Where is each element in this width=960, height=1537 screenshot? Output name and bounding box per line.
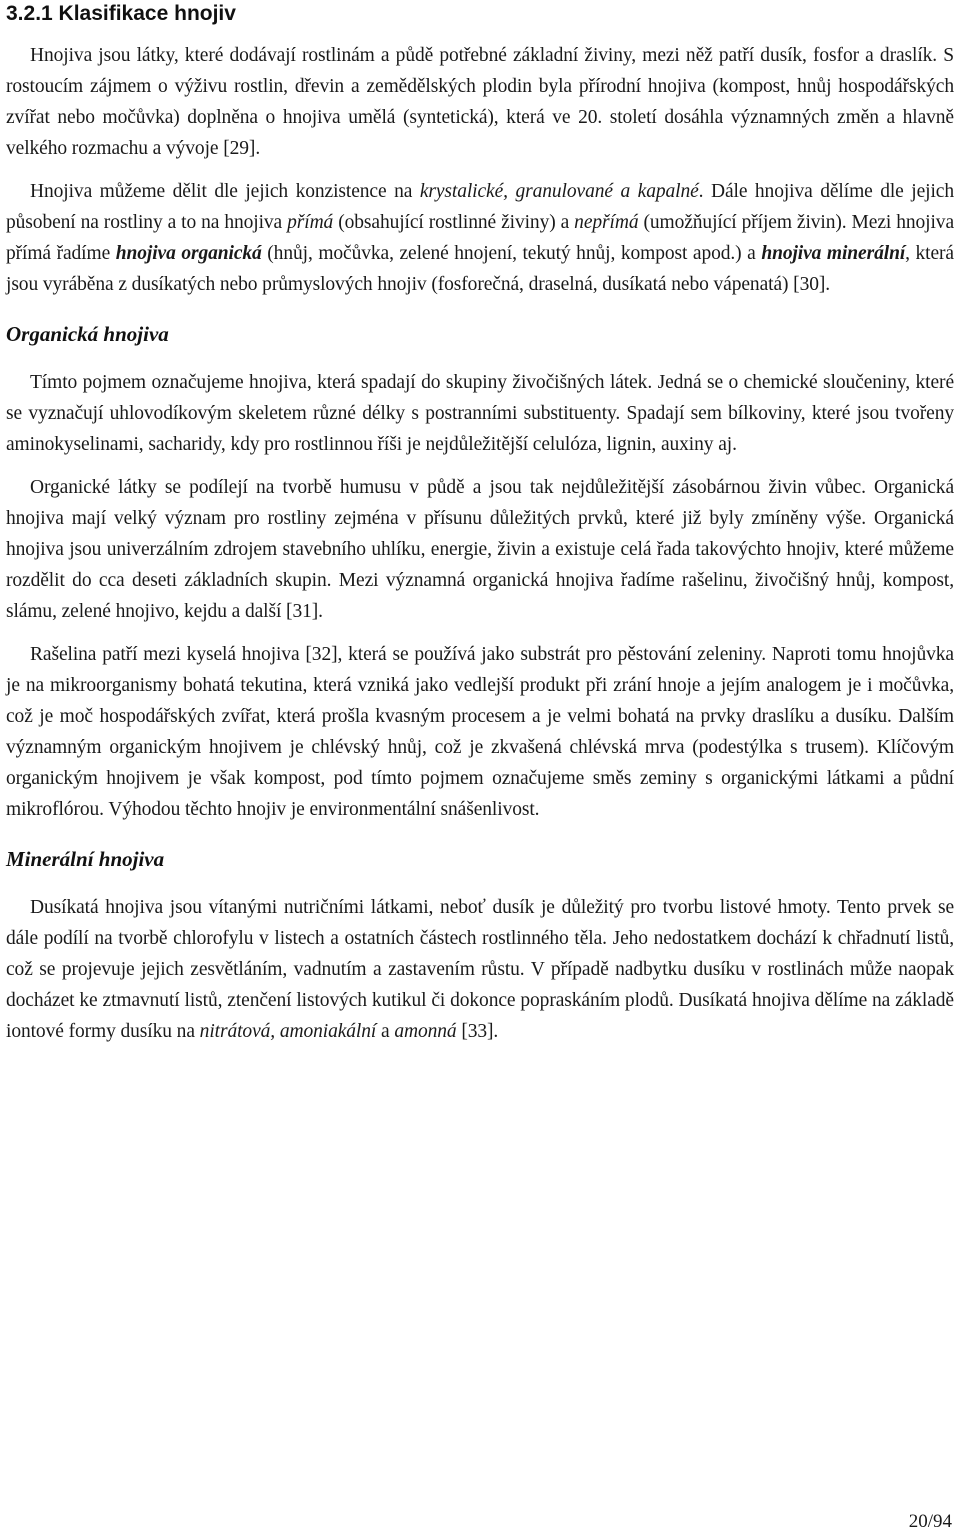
paragraph-organic-importance: Organické látky se podílejí na tvorbě humusu v půdě a jsou tak nejdůležitější zásobárnou živin vůbec. Organická hnojiva mají velký význam pro rostliny zejména v přísunu důležitých prvků, které již byly zmíněny výše. Organická hnojiva jsou univerzálním zdrojem stavebního uhlíku, energie, živin a existuje celá řada takovýchto hnojiv, které můžeme rozdělit do cca deseti základních skupin. Mezi významná organická hnojiva řadíme rašelinu, živočišný hnůj, kompost, slámu, zelené hnojivo, kejdu a další [31]. <box>6 477 954 622</box>
heading-organic: Organická hnojiva <box>6 322 169 346</box>
text-run: Hnojiva můžeme dělit dle jejich konzistence na <box>30 181 420 202</box>
bold-mineral-fertilizers: hnojiva minerální <box>761 243 906 264</box>
italic-indirect: nepřímá <box>574 212 639 233</box>
text-run: , která jsou vyráběna z dusíkatých nebo průmyslových hnojiv (fosforečná, draselná, dusíkatá nebo vápenatá) [30]. <box>6 243 954 295</box>
text-run: . Dále hnojiva dělíme dle jejich působení na rostliny a to na hnojiva <box>6 181 954 233</box>
paragraph-classification <box>6 176 954 300</box>
text-run: Dusíkatá hnojiva jsou vítanými nutričními látkami, neboť dusík je důležitý pro tvorbu listové hmoty. Tento prvek se dále podílí na tvorbě chlorofylu v listech a ostatních částech rostlinného těla. Jeho nedostatkem dochází k chřadnutí listů, což se projevuje jejich zesvětláním, vadnutím a zastavením růstu. V případě nadbytku dusíku v rostlinách může naopak docházet ke ztmavnutí listů, ztenčení listových kutikul či dokonce popraskáním plodů. Dusíkatá hnojiva dělíme na základě iontové formy dusíku na <box>6 897 954 1042</box>
italic-consistency-types: krystalické, granulované a kapalné <box>419 181 699 202</box>
bold-organic-fertilizers: hnojiva organická <box>115 243 262 264</box>
italic-direct: přímá <box>287 212 334 233</box>
italic-ammonium: amonná <box>394 1021 457 1042</box>
italic-nitrogen-forms: nitrátová, amoniakální <box>199 1021 377 1042</box>
paragraph-organic-types: Rašelina patří mezi kyselá hnojiva [32], která se používá jako substrát pro pěstování zeleniny. Naproti tomu hnojůvka je na mikroorganismy bohatá tekutina, která vzniká jako vedlejší produkt při zrání hnoje a jejím analogem je i močůvka, což je moč hospodářských zvířat, která prošla kvasným procesem a je velmi bohatá na prvky draslíku a dusíku. Dalším významným organickým hnojivem je chlévský hnůj, což je zkvašená chlévská mrva (podestýlka s trusem). Klíčovým organickým hnojivem je však kompost, pod tímto pojmem označujeme směs zeminy s organickými látkami a půdní mikroflórou. Výhodou těchto hnojiv je environmentální snášenlivost. <box>6 644 954 820</box>
text-run: a <box>376 1021 395 1042</box>
page-number: 20/94 <box>908 1511 952 1532</box>
paragraph-organic-definition: Tímto pojmem označujeme hnojiva, která spadají do skupiny živočišných látek. Jedná se o chemické sloučeniny, které se vyznačují uhlovodíkovým skeletem různé délky s postranními substituenty. Spadají sem bílkoviny, které jsou tvořeny aminokyselinami, sacharidy, kdy pro rostlinnou říši je nejdůležitější celulóza, lignin, auxiny aj. <box>6 372 954 455</box>
text-run: [33]. <box>456 1021 499 1042</box>
heading-mineral: Minerální hnojiva <box>6 847 165 871</box>
text-run: (umožňující příjem živin). Mezi hnojiva přímá řadíme <box>6 212 954 264</box>
paragraph-intro: Hnojiva jsou látky, které dodávají rostlinám a půdě potřebné základní živiny, mezi něž patří dusík, fosfor a draslík. S rostoucím zájmem o výživu rostlin, dřevin a zemědělských plodin byla přírodní hnojiva (kompost, hnůj hospodářských zvířat nebo močůvka) doplněna o hnojiva umělá (syntetická), která ve 20. století dosáhla významných změn a hlavně velkého rozmachu a vývoje [29]. <box>6 45 954 159</box>
paragraph-nitrogen <box>6 892 954 1047</box>
text-run: (obsahující rostlinné živiny) a <box>333 212 575 233</box>
text-run: (hnůj, močůvka, zelené hnojení, tekutý hnůj, kompost apod.) a <box>261 243 762 264</box>
document-body <box>6 40 954 1059</box>
section-title: 3.2.1 Klasifikace hnojiv <box>6 2 236 25</box>
